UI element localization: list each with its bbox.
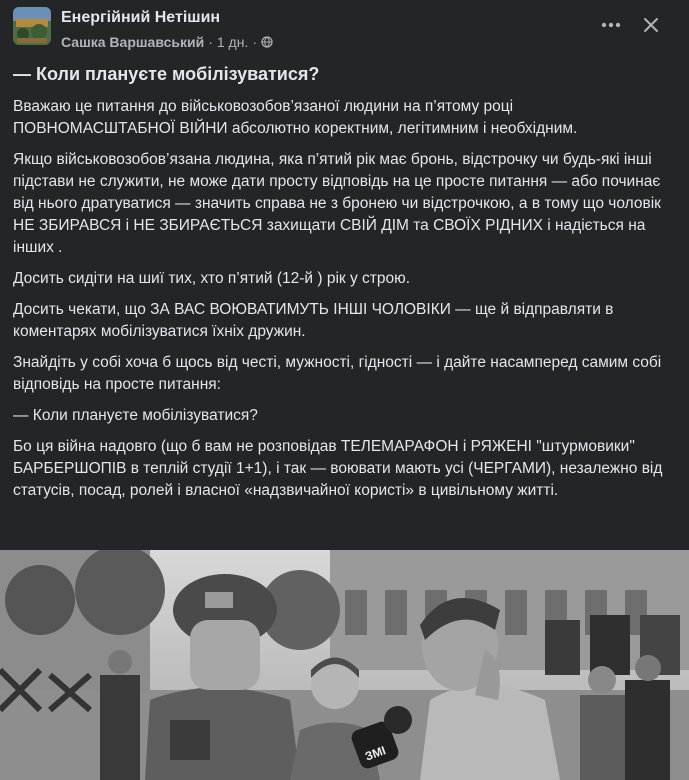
post-paragraph: — Коли плануєте мобілізуватися? xyxy=(13,407,258,424)
post-photo[interactable] xyxy=(0,550,689,780)
avatar-image xyxy=(13,7,51,45)
post-title: — Коли плануєте мобілізуватися? xyxy=(13,64,320,84)
close-icon xyxy=(643,17,659,33)
post-time[interactable]: 1 дн. xyxy=(216,34,249,50)
post-header xyxy=(0,0,689,58)
post-paragraph: Знайдіть у собі хоча б щось від честі, мужності, гідності — і дайте насамперед самим собі відповідь на просте питання: xyxy=(13,354,662,393)
post-paragraph: Вважаю це питання до військовозобов’язаної людини на п’ятому році ПОВНОМАСШТАБНОЇ ВІЙНИ абсолютно коректним, легітимним і необхідним. xyxy=(13,98,578,137)
author-link[interactable]: Сашка Варшавський xyxy=(61,34,205,50)
post-paragraph: Досить сидіти на шиї тих, хто п’ятий (12-й ) рік у строю. xyxy=(13,270,411,287)
close-button[interactable] xyxy=(637,11,665,39)
post-paragraph: Бо ця війна надовго (що б вам не розповідав ТЕЛЕМАРАФОН і РЯЖЕНІ "штурмовики" БАРБЕРШОПІВ в теплій студії 1+1), і так — воювати мають усі (ЧЕРГАМИ), незалежно від статусів, посад, ролей і власної «надзвичайної користі» в цивільному житті. xyxy=(13,438,663,499)
more-options-button[interactable] xyxy=(597,11,625,39)
mic-label: ЗМІ xyxy=(363,743,388,764)
post-text xyxy=(13,62,677,511)
more-horizontal-icon xyxy=(601,22,621,28)
page-name-link[interactable]: Енергійний Нетішин xyxy=(61,9,221,26)
meta-separator: · xyxy=(208,34,213,50)
post-paragraph: Якщо військовозобов’язана людина, яка п’ятий рік має бронь, відстрочку чи будь-які інші підстави не служити, не може дати просту відповідь на це просте питання — або починає від нього дратуватися — значить справа не з бронею чи відстрочкою, а в тому що чоловік НЕ ЗБИРАВСЯ і НЕ ЗБИРАЄТЬСЯ захищати СВІЙ ДІМ та СВОЇХ РІДНИХ і надіється на інших . xyxy=(13,151,661,256)
post-paragraph: Досить чекати, що ЗА ВАС ВОЮВАТИМУТЬ ІНШІ ЧОЛОВІКИ — ще й відправляти в коментарях мобілізуватися їхніх дружин. xyxy=(13,301,614,340)
photo-image xyxy=(0,550,689,780)
page-avatar[interactable] xyxy=(13,7,51,45)
meta-separator-2: · xyxy=(252,34,258,50)
post-meta xyxy=(61,34,273,50)
globe-icon xyxy=(261,36,273,48)
